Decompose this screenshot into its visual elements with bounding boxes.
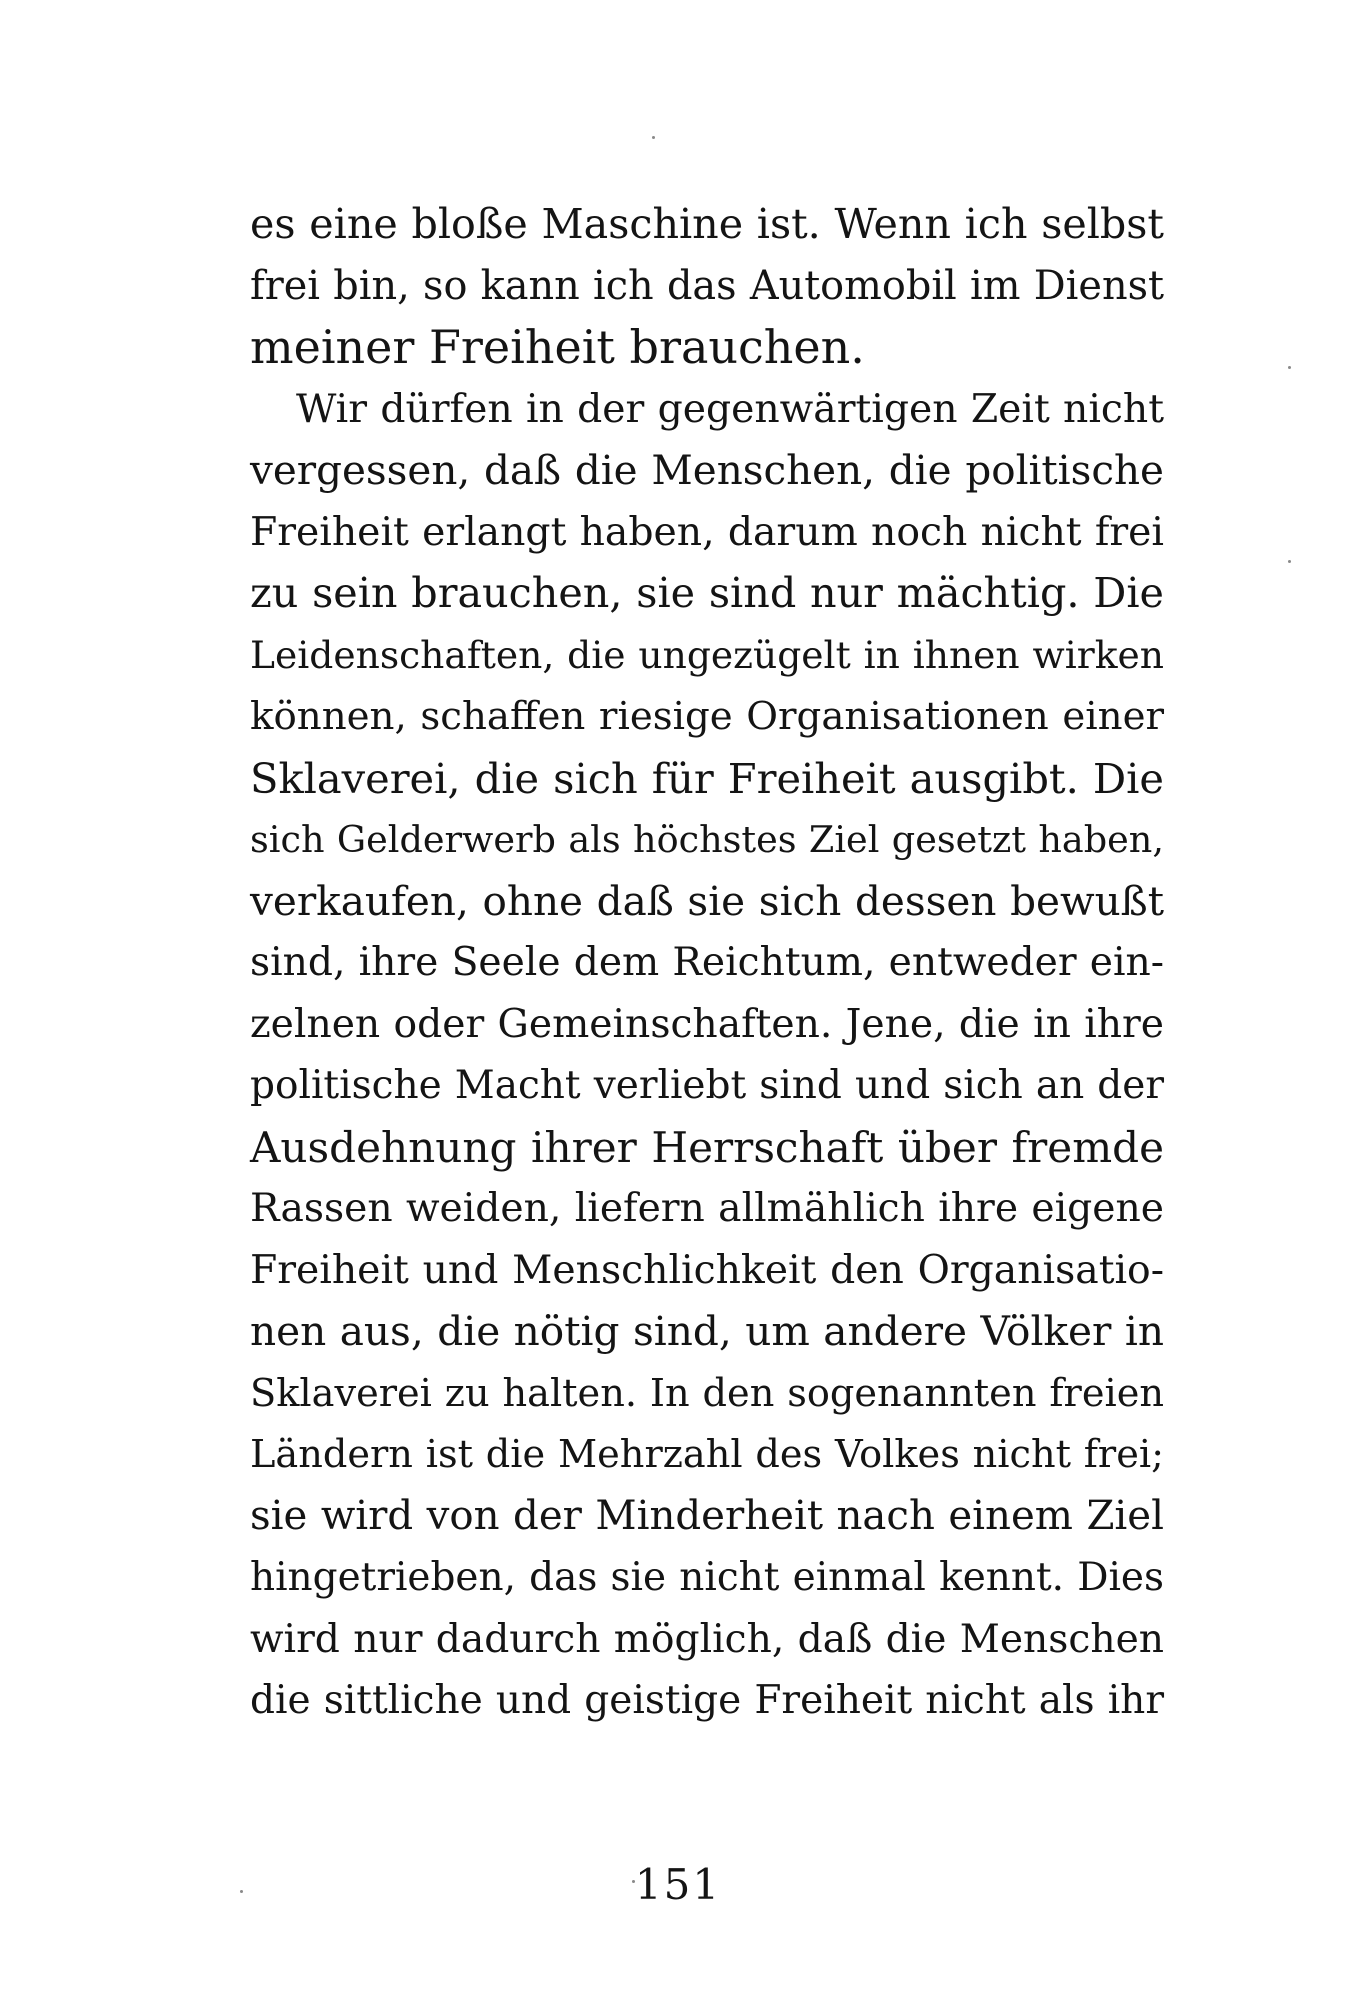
text-line: Ländern ist die Mehrzahl des Volkes nicht frei; [250,1432,1164,1477]
body-text [250,194,1164,1732]
text-line: hingetrieben, das sie nicht einmal kennt. Dies [250,1555,1164,1600]
text-line: Ausdehnung ihrer Herrschaft über fremde [250,1122,1164,1172]
page-number: 151 [634,1860,722,1909]
text-line: Sklaverei zu halten. In den sogenannten freien [250,1370,1164,1416]
text-line: Sklaverei, die sich für Freiheit ausgibt. Die [250,753,1164,803]
scan-speck [632,1880,635,1883]
text-line: zelnen oder Gemeinschaften. Jene, die in ihre [250,1001,1164,1047]
text-line: sie wird von der Minderheit nach einem Ziel [250,1492,1164,1539]
text-line: es eine bloße Maschine ist. Wenn ich selbst [250,200,1164,248]
text-line: verkaufen, ohne daß sie sich dessen bewußt [250,876,1164,925]
text-line: Freiheit erlangt haben, darum noch nicht frei [250,509,1164,555]
scan-speck [1288,560,1291,563]
text-line: politische Macht verliebt sind und sich an der [250,1063,1164,1108]
text-line: frei bin, so kann ich das Automobil im Dienst [250,262,1164,309]
text-line: die sittliche und geistige Freiheit nicht als ihr [250,1678,1164,1723]
text-line: zu sein brauchen, sie sind nur mächtig. Die [250,569,1164,617]
scan-speck [652,136,655,139]
scan-speck [240,1890,243,1893]
text-line: Leidenschaften, die ungezügelt in ihnen wirken [250,632,1164,677]
scan-speck [1288,366,1291,369]
text-line: nen aus, die nötig sind, um andere Völker in [250,1307,1164,1355]
text-line: Freiheit und Menschlichkeit den Organisatio- [250,1247,1164,1293]
text-line: können, schaffen riesige Organisationen einer [250,694,1164,739]
text-line: Wir dürfen in der gegenwärtigen Zeit nicht [296,386,1164,432]
text-line: wird nur dadurch möglich, daß die Menschen [250,1616,1164,1662]
text-line: sind, ihre Seele dem Reichtum, entweder ein- [250,940,1164,985]
text-line: meiner Freiheit brauchen. [250,320,865,374]
text-line: Rassen weiden, liefern allmählich ihre eigene [250,1186,1164,1231]
text-line: sich Gelderwerb als höchstes Ziel gesetzt haben, [250,818,1164,861]
text-line: vergessen, daß die Menschen, die politische [250,446,1164,494]
